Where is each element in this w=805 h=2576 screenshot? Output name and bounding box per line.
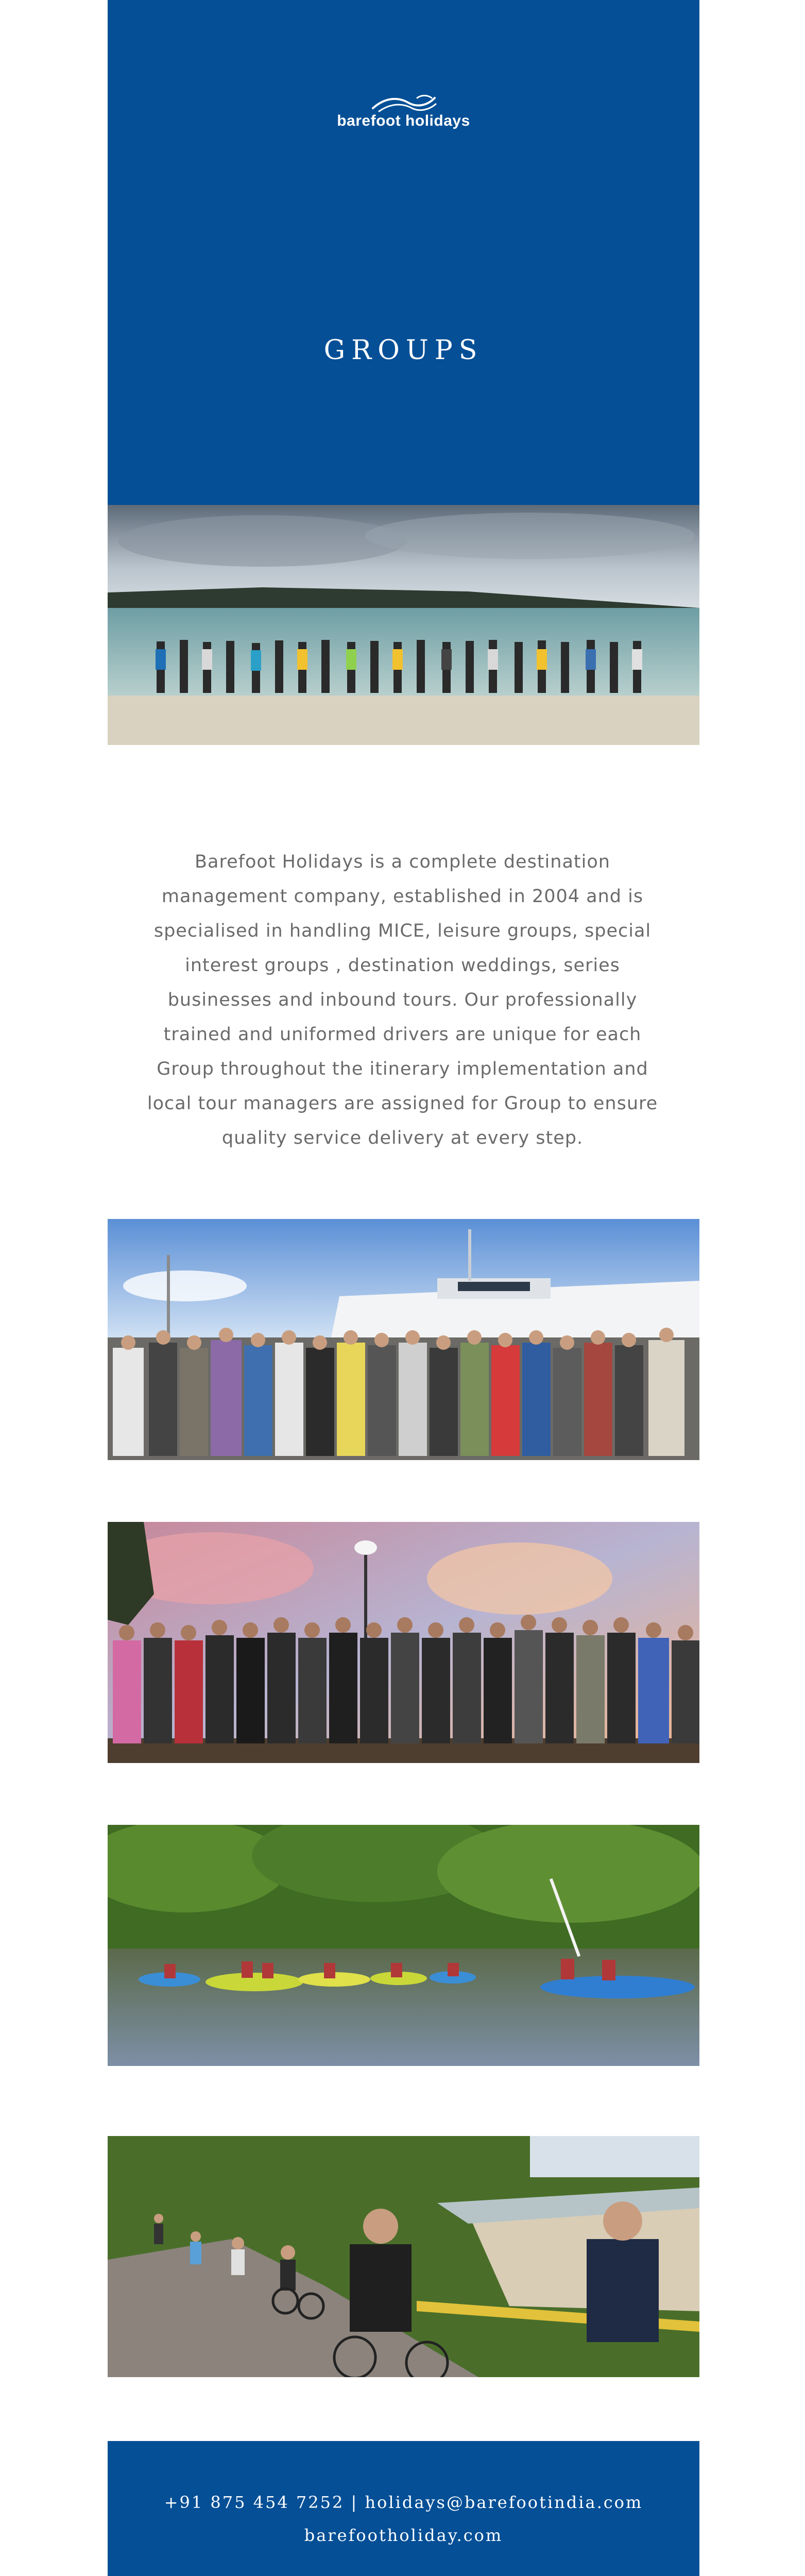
phone-link[interactable]: +91 875 454 7252 [164,2493,345,2512]
logo-text: barefoot holidays [337,112,470,129]
contact-line [108,2493,699,2512]
page-title: GROUPS [323,335,484,366]
wave-icon [368,93,440,113]
website-link[interactable]: barefootholiday.com [304,2526,503,2545]
intro-paragraph: Barefoot Holidays is a complete destination management company, established in 2004 and is specialised in handling MICE, leisure groups, special interest groups , destination weddings, series businesses and inbound tours. Our professionally trained and uniformed drivers are unique for each Group throughout the itinerary implementation and local tour managers are assigned for Group to ensure quality service delivery at every step. [147,852,658,1148]
email-link[interactable]: holidays@barefootindia.com [365,2493,643,2512]
group-beach-photo [108,505,699,745]
brand-logo[interactable] [108,93,699,130]
contact-footer [108,2441,699,2576]
contact-separator: | [351,2493,358,2512]
group-sunset-photo [108,1522,699,1763]
group-kayak-photo [108,1825,699,2066]
header-banner [108,0,699,505]
group-cycling-photo [108,2136,699,2377]
group-ferry-photo [108,1219,699,1460]
